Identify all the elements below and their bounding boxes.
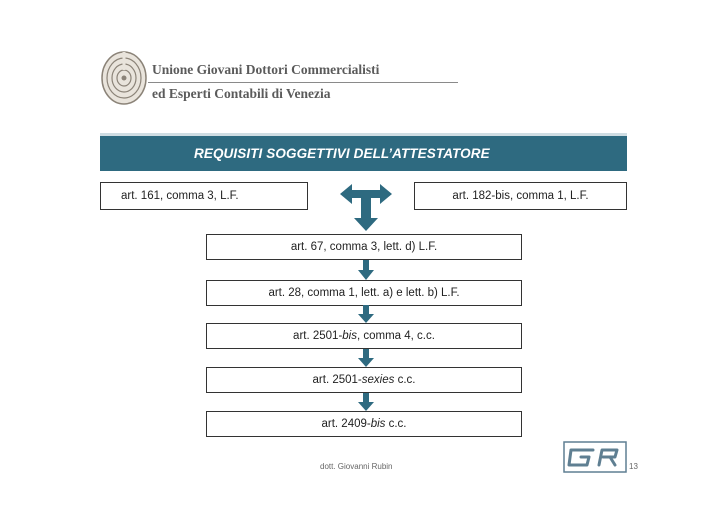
box-art-2501bis-label: art. 2501-bis, comma 4, c.c. (293, 330, 435, 342)
box-art-28-label: art. 28, comma 1, lett. a) e lett. b) L.F. (268, 287, 460, 299)
gr-logo-icon (563, 441, 627, 473)
down-arrow-icon (358, 260, 374, 280)
slide-title: REQUISITI SOGGETTIVI DELL’ATTESTATORE (194, 146, 490, 161)
box-art-67 (206, 234, 522, 260)
box-art-2409bis-label: art. 2409-bis c.c. (321, 418, 407, 430)
box-art-182bis-label: art. 182-bis, comma 1, L.F. (452, 190, 589, 202)
logo-text-line1: Unione Giovani Dottori Commercialisti (152, 62, 380, 77)
box-art-67-label: art. 67, comma 3, lett. d) L.F. (290, 241, 438, 253)
down-arrow-icon (358, 349, 374, 367)
logo-text-line2: ed Esperti Contabili di Venezia (152, 86, 331, 101)
page-number: 13 (629, 462, 638, 471)
logo-divider (148, 82, 458, 83)
box-art-161 (100, 182, 308, 210)
box-art-2409bis (206, 411, 522, 437)
box-art-2501sexies (206, 367, 522, 393)
box-art-161-label: art. 161, comma 3, L.F. (121, 190, 239, 202)
box-art-2501sexies-label: art. 2501-sexies c.c. (312, 374, 416, 386)
down-arrow-icon (358, 393, 374, 411)
title-bar (100, 133, 627, 171)
labyrinth-seal-icon (100, 50, 148, 106)
footer-author: dott. Giovanni Rubin (320, 462, 393, 471)
box-art-28 (206, 280, 522, 306)
merge-arrow-icon (340, 181, 392, 231)
org-logo (100, 50, 380, 110)
box-art-182bis (414, 182, 627, 210)
box-art-2501bis (206, 323, 522, 349)
down-arrow-icon (358, 305, 374, 323)
